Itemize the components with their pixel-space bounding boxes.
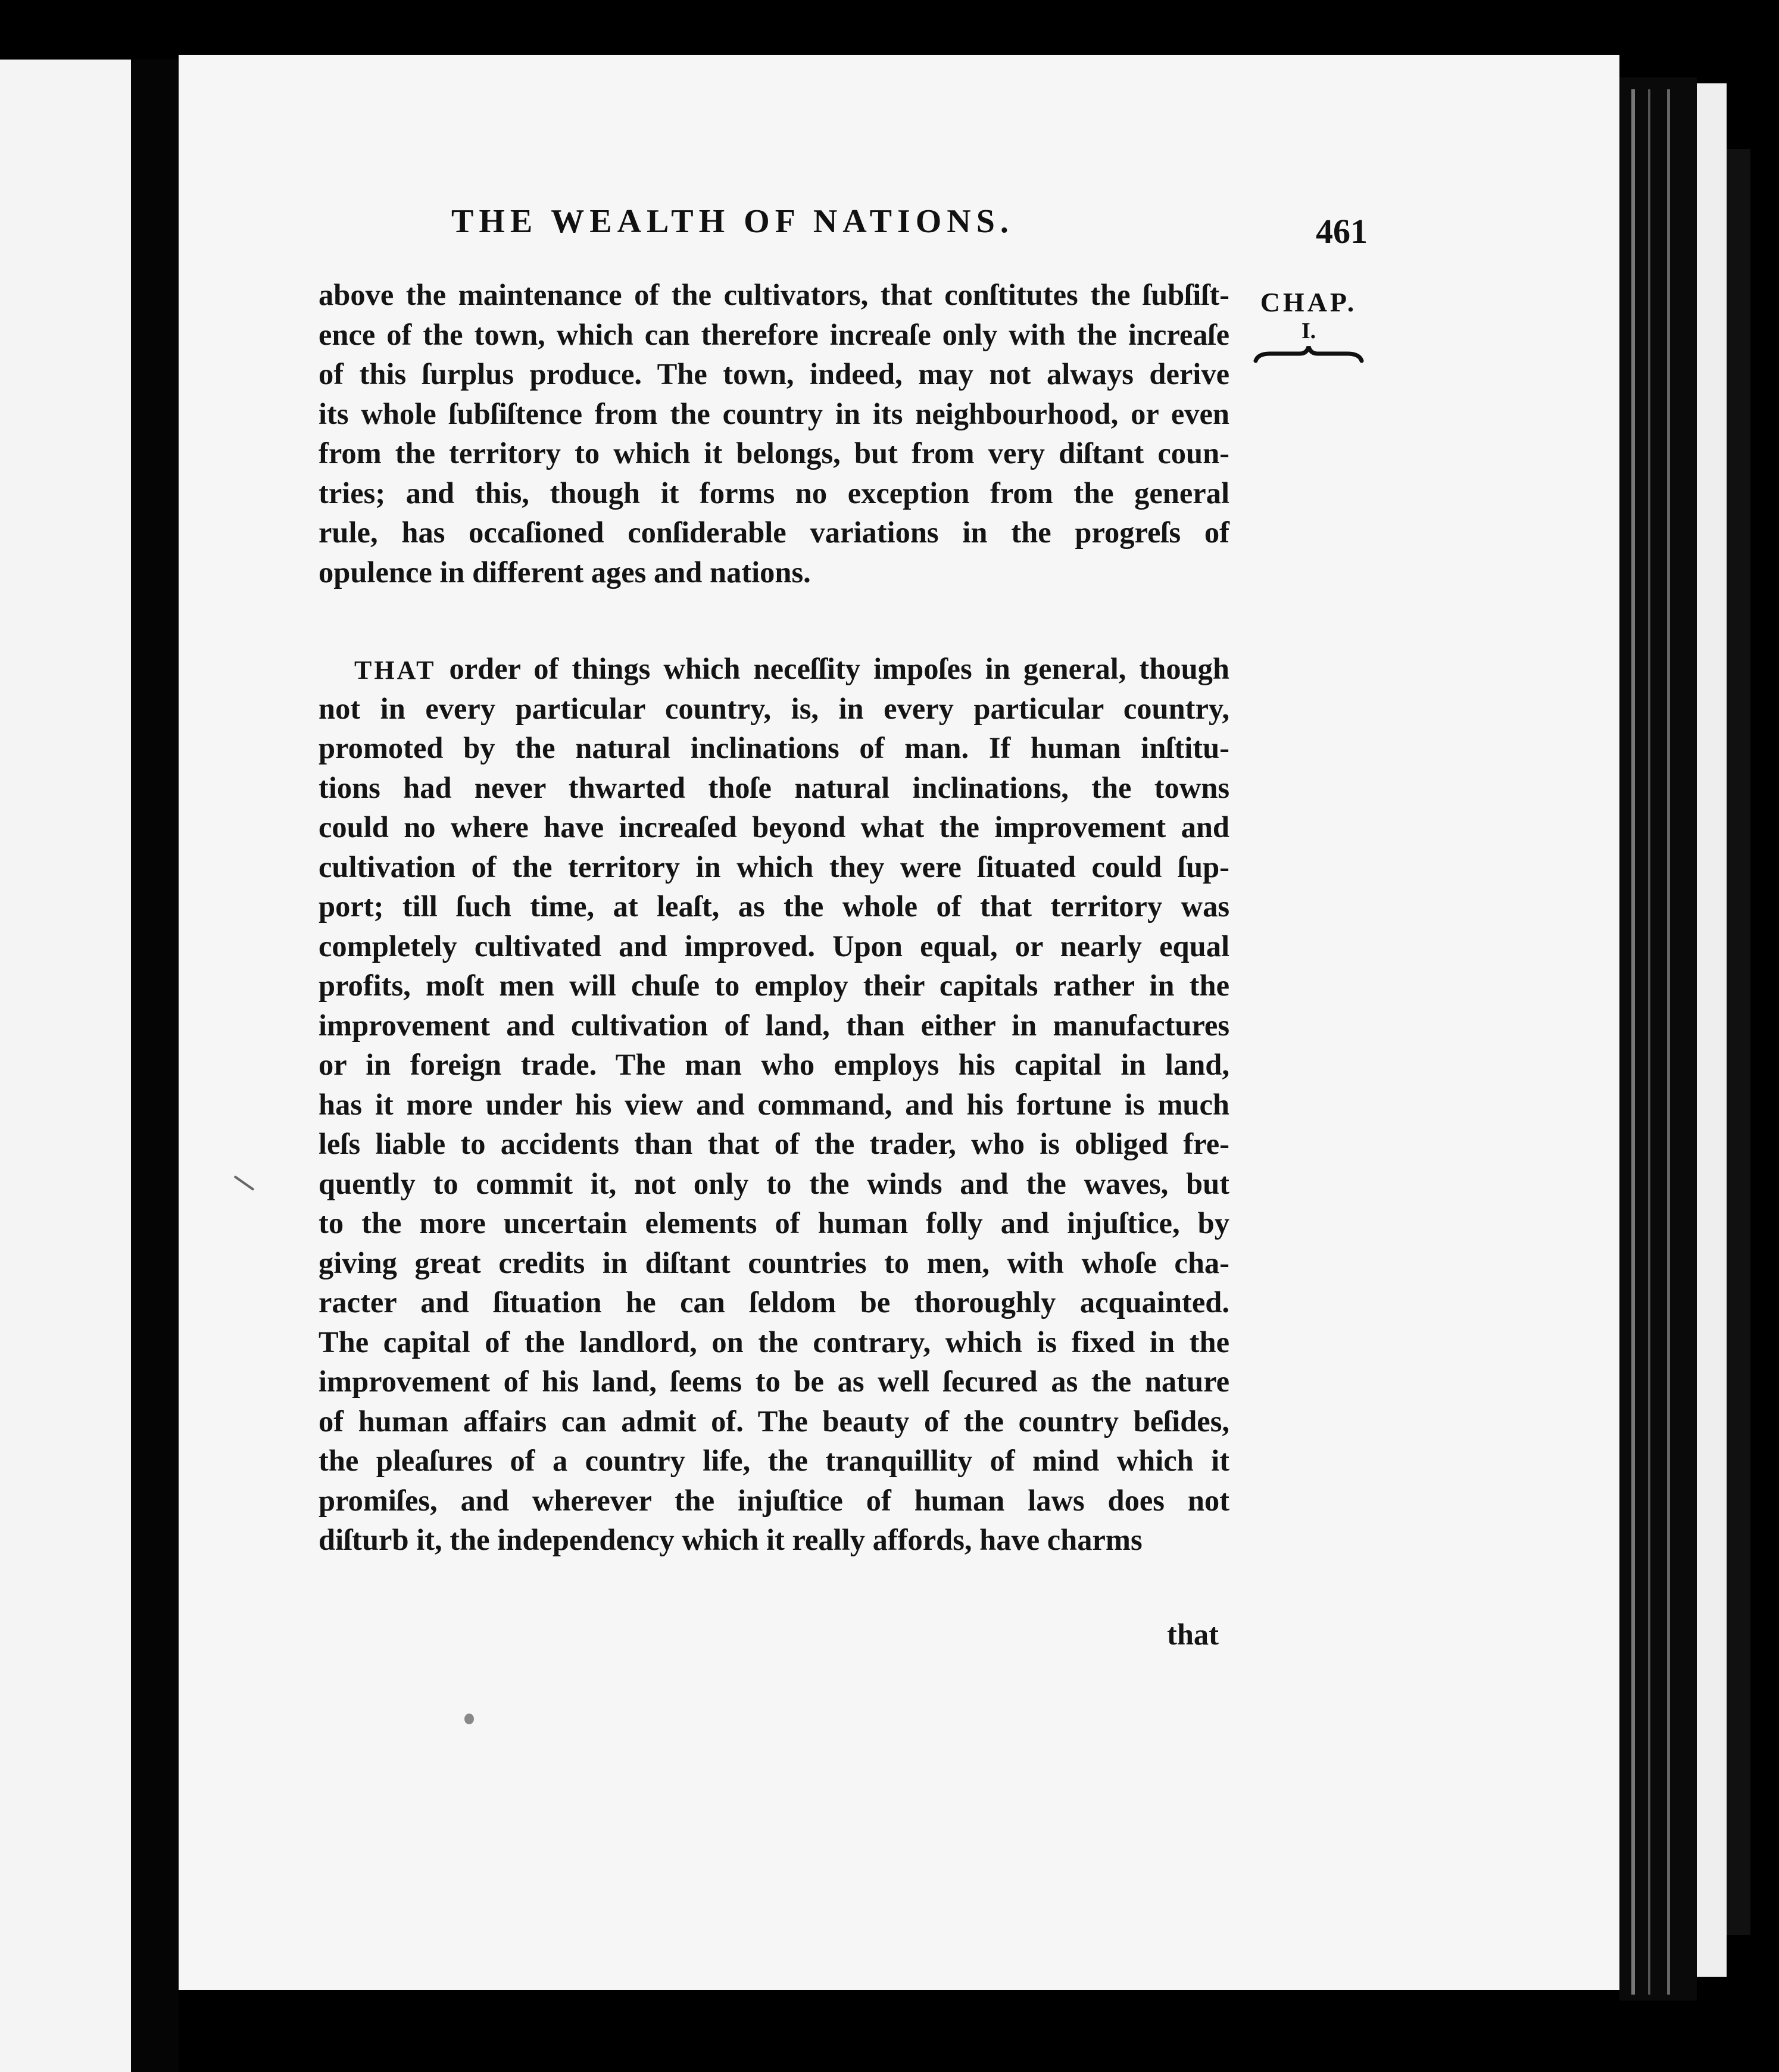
text-line: tions had never thwarted thoſe natural inclinations, the towns: [319, 770, 1229, 804]
paragraph-1: [319, 275, 1229, 592]
text-line: of human affairs can admit of. The beauty of the country beſides,: [319, 1404, 1229, 1438]
text-line: promiſes, and wherever the injuſtice of human laws does not: [319, 1483, 1229, 1517]
margin-chapter-label: CHAP.: [1260, 287, 1357, 317]
text-line: The capital of the landlord, on the contrary, which is fixed in the: [319, 1325, 1229, 1359]
running-head: THE WEALTH OF NATIONS.: [451, 203, 1014, 240]
text-line: completely cultivated and improved. Upon equal, or nearly equal: [319, 929, 1229, 963]
facing-page-edge: [0, 60, 131, 2072]
text-line: above the maintenance of the cultivators, that conſtitutes the ſubſiſt-: [319, 278, 1229, 311]
text-line: to the more uncertain elements of human folly and injuſtice, by: [319, 1206, 1229, 1240]
text-line: diſturb it, the independency which it really affords, have charms: [319, 1523, 1143, 1556]
text-line: THAT order of things which neceſſity impoſes in general, though: [354, 652, 1229, 685]
page-edge-line: [1631, 89, 1635, 1995]
opening-word: THAT: [354, 656, 436, 685]
paragraph-2: [319, 649, 1229, 1560]
text-line: not in every particular country, is, in every particular country,: [319, 691, 1229, 725]
text-line: leſs liable to accidents than that of the trader, who is obliged fre-: [319, 1127, 1229, 1160]
text-line: tries; and this, though it forms no exception from the general: [319, 476, 1229, 510]
page-edge-line: [1667, 89, 1670, 1995]
text-line: could no where have increaſed beyond what the improvement and: [319, 810, 1229, 844]
page-number: 461: [1316, 212, 1368, 251]
text-line: racter and ſituation he can ſeldom be thoroughly acquainted.: [319, 1285, 1229, 1319]
text-line: promoted by the natural inclinations of man. If human inſtitu-: [319, 731, 1229, 764]
text-line: of this ſurplus produce. The town, indeed, may not always derive: [319, 357, 1229, 391]
page-edge-far: [1727, 149, 1750, 1935]
margin-chapter-number: I.: [1301, 319, 1316, 344]
page-edge-light: [1697, 83, 1727, 1977]
paper-speck: [464, 1714, 474, 1724]
text-line: quently to commit it, not only to the winds and the waves, but: [319, 1166, 1229, 1200]
text-line: cultivation of the territory in which they were ſituated could ſup-: [319, 850, 1229, 884]
page-edge-line: [1648, 89, 1650, 1995]
text-line: opulence in different ages and nations.: [319, 555, 811, 589]
text-line: the pleaſures of a country life, the tranquillity of mind which it: [319, 1444, 1229, 1477]
text-line: from the territory to which it belongs, but from very diſtant coun-: [319, 436, 1229, 470]
text-line: improvement and cultivation of land, than either in manufactures: [319, 1008, 1229, 1042]
text-line: its whole ſubſiſtence from the country in its neighbourhood, or even: [319, 397, 1229, 430]
text-line: improvement of his land, ſeems to be as well ſecured as the nature: [319, 1365, 1229, 1398]
book-gutter: [131, 60, 179, 2072]
margin-note: [1249, 286, 1368, 369]
text-line: giving great credits in diſtant countries to men, with whoſe cha-: [319, 1246, 1229, 1280]
text-line: rule, has occaſioned conſiderable variations in the progreſs of: [319, 516, 1229, 549]
text-line: profits, moſt men will chuſe to employ their capitals rather in the: [319, 969, 1229, 1002]
text-line: has it more under his view and command, and his fortune is much: [319, 1087, 1229, 1121]
text-line: ence of the town, which can therefore increaſe only with the increaſe: [319, 317, 1229, 351]
text-line: or in foreign trade. The man who employs his capital in land,: [319, 1048, 1229, 1081]
text-line: port; till ſuch time, at leaſt, as the whole of that territory was: [319, 890, 1229, 923]
curly-brace-icon: [1252, 343, 1365, 369]
catchword: that: [1167, 1618, 1219, 1651]
